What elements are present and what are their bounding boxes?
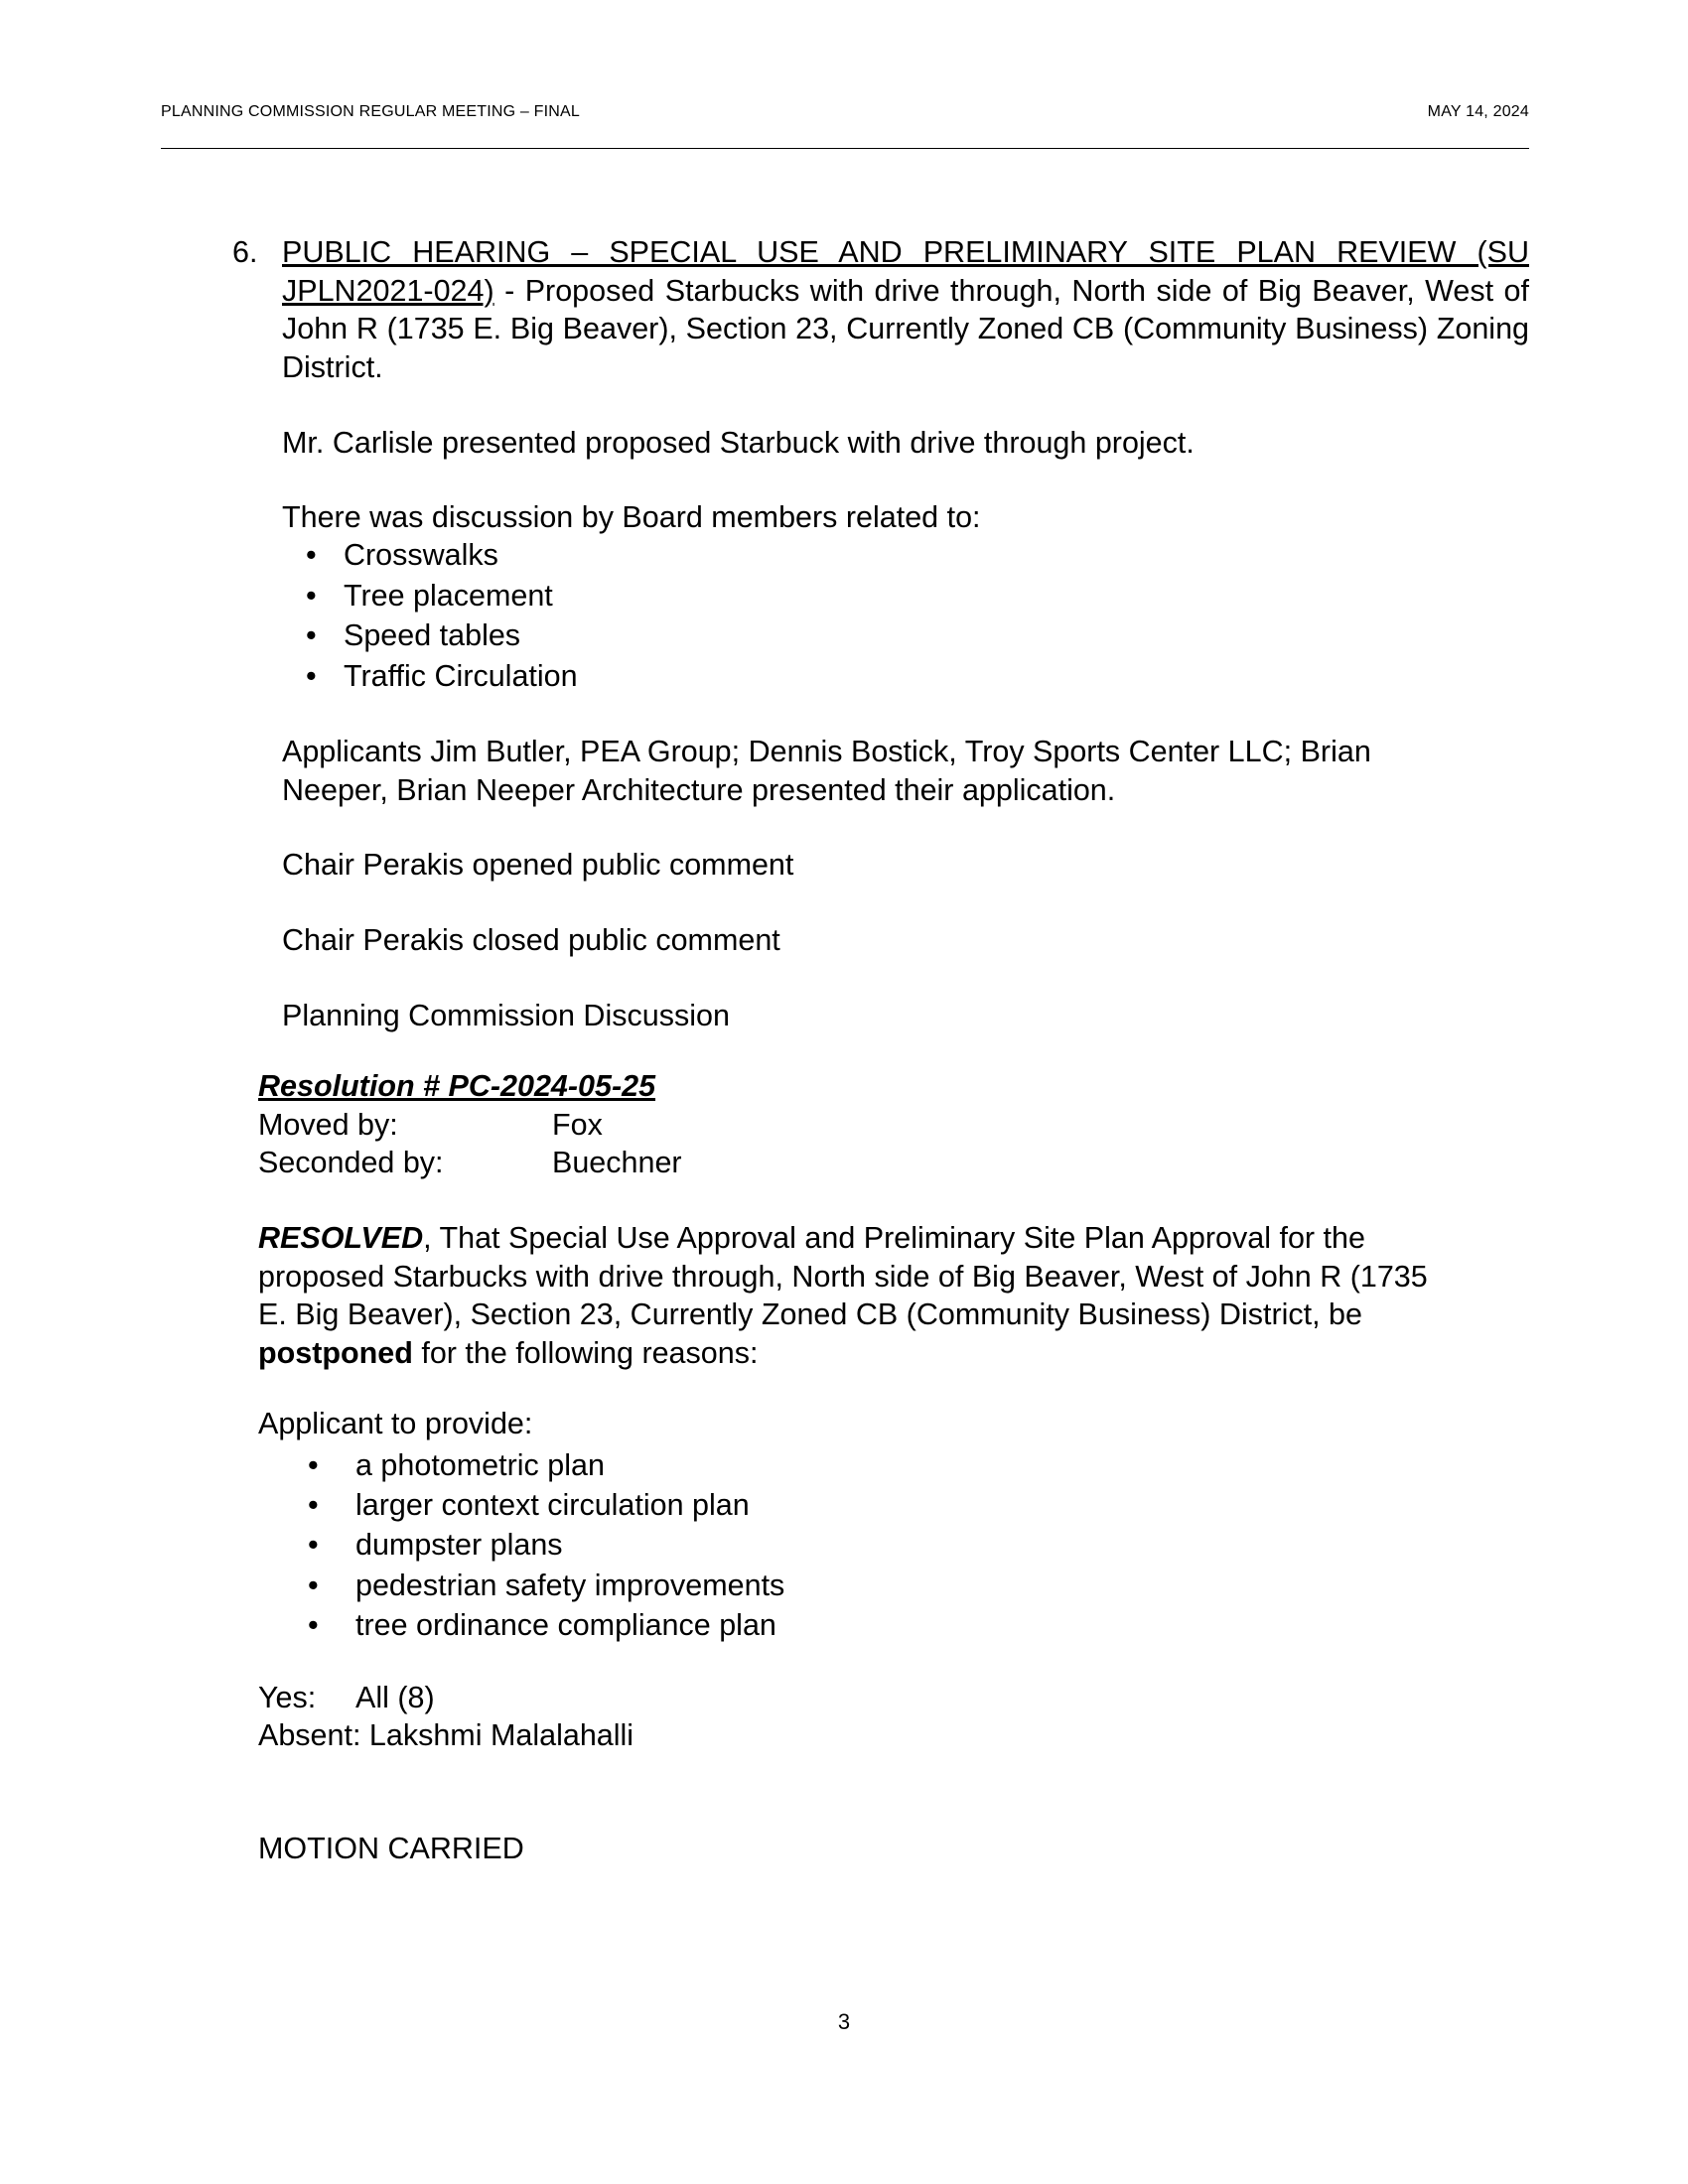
moved-by-row	[258, 1106, 603, 1145]
applicants-line-2: Neeper, Brian Neeper Architecture presented their application.	[282, 772, 1116, 807]
seconded-by-row	[258, 1144, 682, 1182]
list-item: • larger context circulation plan	[258, 1485, 784, 1525]
vote-yes-row	[258, 1679, 435, 1717]
agenda-item-title-underlined: PUBLIC HEARING – SPECIAL USE AND PRELIMINARY SITE PLAN REVIEW (SU JPLN2021-024)	[282, 235, 1529, 308]
list-item: • Tree placement	[282, 576, 578, 616]
moved-by-value: Fox	[552, 1108, 603, 1142]
motion-result: MOTION CARRIED	[258, 1832, 524, 1865]
vote-absent-value: Lakshmi Malalahalli	[368, 1718, 634, 1752]
resolution-text	[258, 1219, 1529, 1372]
list-item: • Traffic Circulation	[282, 656, 578, 697]
vote-absent-row	[258, 1716, 633, 1755]
list-item: • dumpster plans	[258, 1525, 784, 1565]
list-item: • Speed tables	[282, 615, 578, 656]
commission-discussion: Planning Commission Discussion	[282, 999, 730, 1032]
discussion-intro: There was discussion by Board members related to:	[282, 500, 981, 534]
header-divider	[161, 148, 1529, 149]
public-comment-closed: Chair Perakis closed public comment	[282, 923, 780, 957]
moved-by-label: Moved by:	[258, 1108, 398, 1142]
resolution-line-3: E. Big Beaver), Section 23, Currently Zoned CB (Community Business) District, be	[258, 1297, 1362, 1331]
header-meeting-title: PLANNING COMMISSION REGULAR MEETING – FINAL	[161, 103, 580, 120]
postponed-keyword: postponed	[258, 1335, 413, 1370]
list-item: • Crosswalks	[282, 535, 578, 576]
agenda-item-description: - Proposed Starbucks with drive through, North side of Big Beaver, West of John R (1735 E. Big Beaver), Section 23, Currently Zoned CB (Community Business) Zoning District.	[282, 273, 1529, 384]
resolution-line-2: proposed Starbucks with drive through, North side of Big Beaver, West of John R (1735	[258, 1259, 1428, 1294]
resolution-line-1-text: , That Special Use Approval and Preliminary Site Plan Approval for the	[423, 1221, 1365, 1255]
resolved-keyword: RESOLVED	[258, 1221, 424, 1255]
applicants-line-1: Applicants Jim Butler, PEA Group; Dennis Bostick, Troy Sports Center LLC; Brian	[282, 735, 1371, 768]
seconded-by-label: Seconded by:	[258, 1146, 444, 1179]
vote-absent-label: Absent:	[258, 1718, 361, 1752]
resolution-line-4	[258, 1334, 1529, 1373]
resolution-line-4-text: for the following reasons:	[412, 1335, 759, 1370]
discussion-topics-list	[282, 535, 578, 696]
vote-yes-label: Yes:	[258, 1681, 317, 1714]
resolution-line-1	[258, 1219, 1529, 1258]
header-date: MAY 14, 2024	[1427, 103, 1529, 120]
agenda-item-title	[282, 233, 1529, 386]
list-item: • tree ordinance compliance plan	[258, 1605, 784, 1645]
page-number: 3	[837, 2009, 851, 2034]
list-item: • pedestrian safety improvements	[258, 1566, 784, 1605]
presentation-note: Mr. Carlisle presented proposed Starbuck with drive through project.	[282, 426, 1195, 460]
vote-yes-value: All (8)	[355, 1681, 435, 1714]
applicant-requirements-intro: Applicant to provide:	[258, 1407, 533, 1440]
public-comment-opened: Chair Perakis opened public comment	[282, 848, 794, 882]
applicant-requirements-list	[258, 1445, 784, 1645]
applicants-note	[282, 733, 1371, 809]
list-item: • a photometric plan	[258, 1445, 784, 1485]
seconded-by-value: Buechner	[552, 1146, 682, 1179]
agenda-item-number: 6.	[232, 235, 258, 269]
resolution-title: Resolution # PC-2024-05-25	[258, 1069, 656, 1103]
